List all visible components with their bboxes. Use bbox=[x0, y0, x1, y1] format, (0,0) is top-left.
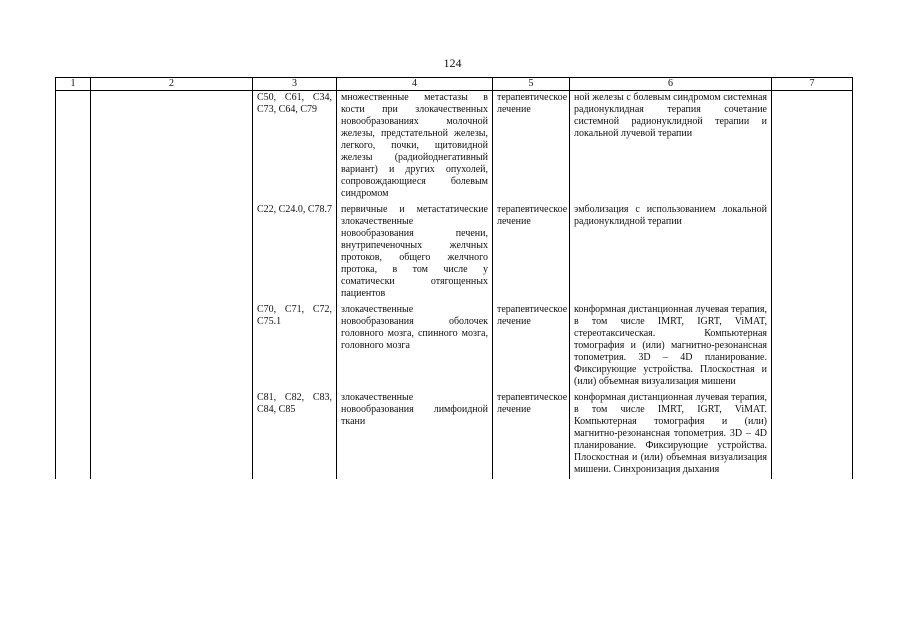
cell-method: эмболизация с использованием локальной радионуклидной терапии bbox=[570, 203, 772, 303]
cell-col1 bbox=[56, 91, 91, 204]
column-header: 5 bbox=[493, 78, 570, 91]
table-row bbox=[56, 203, 853, 303]
table-row bbox=[56, 91, 853, 204]
cell-col1 bbox=[56, 203, 91, 303]
cell-treatment-type: терапевтическое лечение bbox=[493, 203, 570, 303]
cell-icd-codes: C70, C71, C72, C75.1 bbox=[253, 303, 337, 391]
cell-col2 bbox=[91, 303, 253, 391]
cell-treatment-type: терапевтическое лечение bbox=[493, 391, 570, 479]
cell-method: ной железы с болевым синдромом системная радионуклидная терапия сочетание системной радионуклидной терапии и локальной лучевой терапии bbox=[570, 91, 772, 204]
column-header: 3 bbox=[253, 78, 337, 91]
cell-diagnosis: злокачественные новообразования лимфоидной ткани bbox=[337, 391, 493, 479]
cell-col1 bbox=[56, 391, 91, 479]
cell-diagnosis: злокачественные новообразования оболочек головного мозга, спинного мозга, головного мозга bbox=[337, 303, 493, 391]
cell-col7 bbox=[772, 303, 853, 391]
cell-treatment-type: терапевтическое лечение bbox=[493, 303, 570, 391]
cell-icd-codes: C22, C24.0, C78.7 bbox=[253, 203, 337, 303]
table-row bbox=[56, 391, 853, 479]
cell-col7 bbox=[772, 91, 853, 204]
table-header-row bbox=[56, 78, 853, 91]
document-table bbox=[55, 77, 853, 479]
cell-diagnosis: множественные метастазы в кости при злокачественных новообразованиях молочной железы, предстательной железы, легкого, почки, щитовидной железы (радиойоднегативный вариант) и других опухолей, сопровождающиеся болевым синдромом bbox=[337, 91, 493, 204]
cell-col2 bbox=[91, 91, 253, 204]
cell-method: конформная дистанционная лучевая терапия, в том числе IMRT, IGRT, ViMAT. Компьютерная томография и (или) магнитно-резонансная топометрия. 3D – 4D планирование. Фиксирующие устройства. Плоскостная и (или) объемная визуализация мишени. Синхронизация дыхания bbox=[570, 391, 772, 479]
column-header: 6 bbox=[570, 78, 772, 91]
cell-col1 bbox=[56, 303, 91, 391]
cell-col2 bbox=[91, 203, 253, 303]
cell-diagnosis: первичные и метастатические злокачественные новообразования печени, внутрипеченочных желчных протоков, общего желчного протока, в том числе у соматически отягощенных пациентов bbox=[337, 203, 493, 303]
page-number: 124 bbox=[443, 56, 462, 70]
column-header: 7 bbox=[772, 78, 853, 91]
cell-icd-codes: C50, C61, C34, C73, C64, C79 bbox=[253, 91, 337, 204]
cell-icd-codes: C81, C82, C83, C84, C85 bbox=[253, 391, 337, 479]
cell-method: конформная дистанционная лучевая терапия, в том числе IMRT, IGRT, ViMAT, стереотаксическая. Компьютерная томография и (или) магнитно-резонансная топометрия. 3D – 4D планирование. Фиксирующие устройства. Плоскостная и (или) объемная визуализация мишени bbox=[570, 303, 772, 391]
column-header: 1 bbox=[56, 78, 91, 91]
cell-col7 bbox=[772, 203, 853, 303]
table-row bbox=[56, 303, 853, 391]
cell-col2 bbox=[91, 391, 253, 479]
column-header: 2 bbox=[91, 78, 253, 91]
cell-col7 bbox=[772, 391, 853, 479]
column-header: 4 bbox=[337, 78, 493, 91]
cell-treatment-type: терапевтическое лечение bbox=[493, 91, 570, 204]
